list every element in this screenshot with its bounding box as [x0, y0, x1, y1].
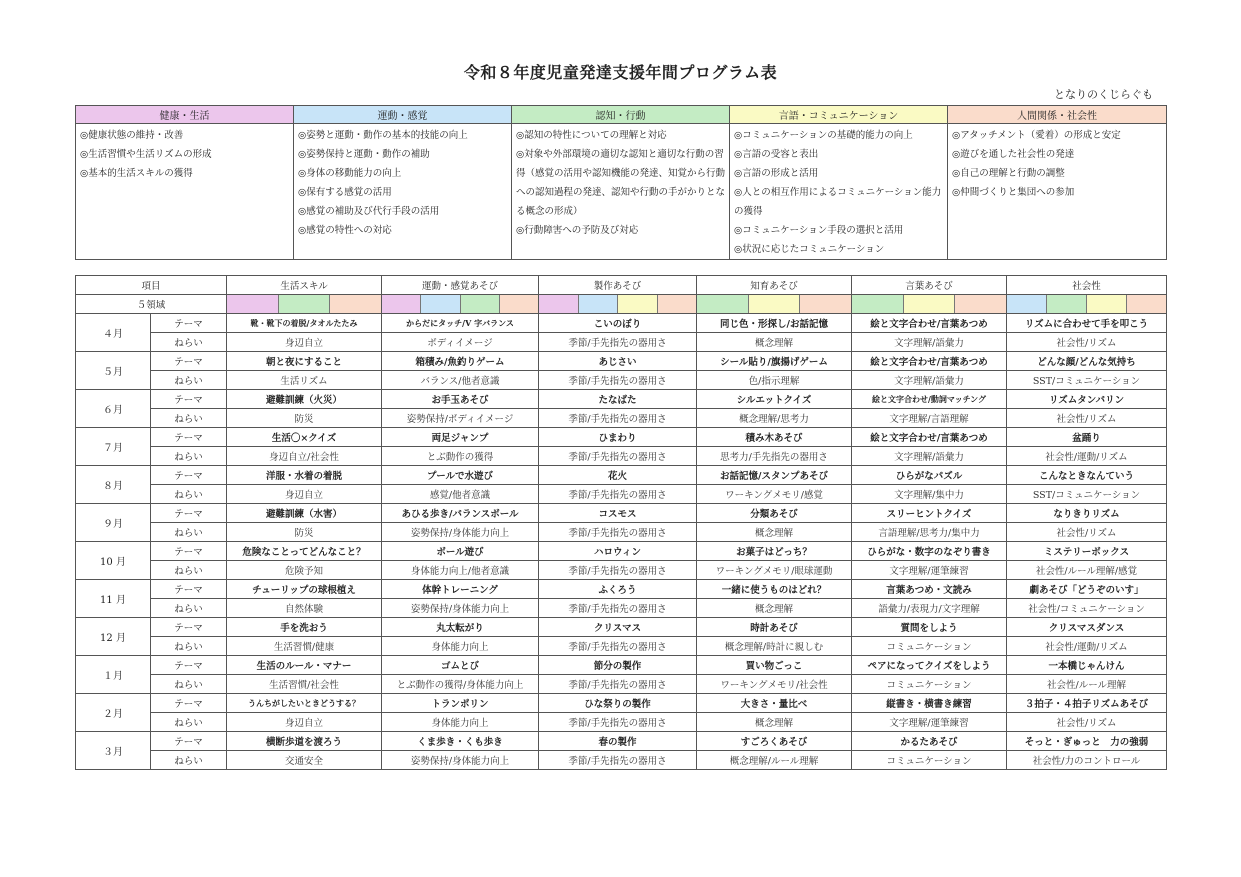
theme-label: テーマ — [151, 580, 227, 599]
aim-row — [76, 409, 1167, 428]
aim-label: ねらい — [151, 751, 227, 770]
theme-cell: どんな顔/どんな気持ち — [1007, 352, 1167, 371]
domain-color-swatch — [279, 295, 331, 313]
theme-cell: ひらがなパズル — [852, 466, 1007, 485]
aim-cell: 色/指示理解 — [697, 371, 852, 390]
category-header: 知育あそび — [697, 276, 852, 295]
area-item: ◎感覚の補助及び代行手段の活用 — [298, 206, 440, 217]
domain-color-strip — [697, 295, 851, 313]
area-item: ◎人との相互作用によるコミュニケーション能力の獲得 — [734, 187, 942, 217]
domain-strip-cell — [1007, 295, 1167, 314]
aim-cell: 社会性/リズム — [1007, 523, 1167, 542]
category-header: 言葉あそび — [852, 276, 1007, 295]
domain-label: ５領域 — [76, 295, 227, 314]
program-table — [75, 275, 1167, 770]
aim-cell: 季節/手先指先の器用さ — [539, 561, 697, 580]
theme-cell: スリーヒントクイズ — [852, 504, 1007, 523]
aim-label: ねらい — [151, 713, 227, 732]
domain-color-strip — [382, 295, 538, 313]
aim-cell: 身辺自立 — [227, 333, 382, 352]
page-title: 令和８年度児童発達支援年間プログラム表 — [463, 63, 778, 82]
item-label: 項目 — [76, 276, 227, 295]
theme-cell: ボール遊び — [382, 542, 539, 561]
area-header-motor: 運動・感覚 — [294, 106, 512, 124]
area-item: ◎仲間づくりと集団への参加 — [952, 187, 1075, 198]
aim-row — [76, 675, 1167, 694]
aim-cell: ワーキングメモリ/眼球運動 — [697, 561, 852, 580]
domain-color-swatch — [421, 295, 460, 313]
aim-cell: 概念理解 — [697, 599, 852, 618]
theme-cell: 絵と文字合わせ/言葉あつめ — [852, 314, 1007, 333]
aim-cell: 姿勢保持/ボディイメージ — [382, 409, 539, 428]
theme-cell: 危険なことってどんなこと？ — [227, 542, 382, 561]
aim-label: ねらい — [151, 561, 227, 580]
aim-cell: 身体能力向上/他者意識 — [382, 561, 539, 580]
aim-cell: 生活習慣/健康 — [227, 637, 382, 656]
month-label: 10 月 — [76, 542, 151, 580]
theme-cell: お話記憶/スタンプあそび — [697, 466, 852, 485]
aim-cell: 概念理解 — [697, 523, 852, 542]
aim-cell: 思考力/手先指先の器用さ — [697, 447, 852, 466]
aim-cell: とぶ動作の獲得 — [382, 447, 539, 466]
area-item: ◎感覚の特性への対応 — [298, 225, 392, 236]
aim-cell: 概念理解/時計に親しむ — [697, 637, 852, 656]
aim-cell: 言語理解/思考力/集中力 — [852, 523, 1007, 542]
aim-cell: 文字理解/集中力 — [852, 485, 1007, 504]
organization-name: となりのくじらぐも — [1054, 88, 1153, 101]
aim-cell: コミュニケーション — [852, 751, 1007, 770]
aim-row — [76, 599, 1167, 618]
aim-cell: 姿勢保持/身体能力向上 — [382, 599, 539, 618]
theme-row — [76, 428, 1167, 447]
theme-cell: 洋服・水着の着脱 — [227, 466, 382, 485]
area-items-health — [76, 124, 294, 260]
theme-cell: 絵と文字合わせ/動詞マッチング — [852, 390, 1007, 409]
aim-row — [76, 713, 1167, 732]
aim-cell: 防災 — [227, 409, 382, 428]
month-label: ４月 — [76, 314, 151, 352]
aim-cell: 社会性/リズム — [1007, 333, 1167, 352]
area-item: ◎生活習慣や生活リズムの形成 — [80, 149, 212, 160]
theme-cell: なりきりリズム — [1007, 504, 1167, 523]
month-label: ９月 — [76, 504, 151, 542]
domain-color-swatch — [1127, 295, 1166, 313]
theme-cell: 両足ジャンプ — [382, 428, 539, 447]
month-label: ５月 — [76, 352, 151, 390]
theme-cell: 分類あそび — [697, 504, 852, 523]
aim-label: ねらい — [151, 371, 227, 390]
domain-strip-cell — [697, 295, 852, 314]
theme-row — [76, 390, 1167, 409]
theme-cell: ハロウィン — [539, 542, 697, 561]
aim-cell: とぶ動作の獲得/身体能力向上 — [382, 675, 539, 694]
theme-cell: 丸太転がり — [382, 618, 539, 637]
domain-color-swatch — [579, 295, 619, 313]
domain-color-swatch — [227, 295, 279, 313]
aim-cell: 社会性/力のコントロール — [1007, 751, 1167, 770]
theme-label: テーマ — [151, 390, 227, 409]
theme-cell: かるたあそび — [852, 732, 1007, 751]
month-label: ３月 — [76, 732, 151, 770]
aim-cell: 社会性/ルール理解 — [1007, 675, 1167, 694]
theme-cell: 絵と文字合わせ/言葉あつめ — [852, 428, 1007, 447]
theme-label: テーマ — [151, 732, 227, 751]
area-item: ◎姿勢と運動・動作の基本的技能の向上 — [298, 130, 468, 141]
area-item: ◎認知の特性についての理解と対応 — [516, 130, 667, 141]
aim-cell: 文字理解/運筆練習 — [852, 561, 1007, 580]
theme-cell: チューリップの球根植え — [227, 580, 382, 599]
aim-cell: 季節/手先指先の器用さ — [539, 447, 697, 466]
aim-label: ねらい — [151, 523, 227, 542]
aim-cell: 文字理解/言語理解 — [852, 409, 1007, 428]
area-item: ◎状況に応じたコミュニケーション — [734, 244, 885, 255]
theme-cell: 絵と文字合わせ/言葉あつめ — [852, 352, 1007, 371]
aim-label: ねらい — [151, 409, 227, 428]
theme-cell: 大きさ・量比べ — [697, 694, 852, 713]
theme-cell: 積み木あそび — [697, 428, 852, 447]
aim-cell: 季節/手先指先の器用さ — [539, 751, 697, 770]
theme-cell: 盆踊り — [1007, 428, 1167, 447]
theme-cell: 一本橋じゃんけん — [1007, 656, 1167, 675]
month-label: ２月 — [76, 694, 151, 732]
area-item: ◎保有する感覚の活用 — [298, 187, 392, 198]
area-item: ◎コミュニケーション手段の選択と活用 — [734, 225, 904, 236]
theme-cell: 質問をしよう — [852, 618, 1007, 637]
theme-cell: お手玉あそび — [382, 390, 539, 409]
aim-label: ねらい — [151, 485, 227, 504]
theme-row — [76, 542, 1167, 561]
aim-cell: 身辺自立 — [227, 713, 382, 732]
domain-color-swatch — [852, 295, 904, 313]
area-items-cognition — [512, 124, 730, 260]
domain-color-swatch — [800, 295, 851, 313]
theme-cell: ゴムとび — [382, 656, 539, 675]
domain-color-swatch — [658, 295, 697, 313]
aim-row — [76, 485, 1167, 504]
theme-cell: あひる歩き/バランスボール — [382, 504, 539, 523]
aim-row — [76, 371, 1167, 390]
aim-cell: 季節/手先指先の器用さ — [539, 409, 697, 428]
area-item: ◎健康状態の維持・改善 — [80, 130, 184, 141]
aim-cell: 季節/手先指先の器用さ — [539, 713, 697, 732]
domain-color-swatch — [500, 295, 538, 313]
theme-label: テーマ — [151, 352, 227, 371]
theme-cell: うんちがしたいときどうする？ — [227, 694, 382, 713]
aim-row — [76, 447, 1167, 466]
theme-row — [76, 694, 1167, 713]
theme-cell: 時計あそび — [697, 618, 852, 637]
theme-row — [76, 732, 1167, 751]
domain-color-swatch — [749, 295, 801, 313]
aim-cell: 季節/手先指先の器用さ — [539, 333, 697, 352]
theme-cell: 朝と夜にすること — [227, 352, 382, 371]
area-items-language — [730, 124, 948, 260]
theme-cell: 劇あそび「どうぞのいす」 — [1007, 580, 1167, 599]
domain-strip-row — [76, 295, 1167, 314]
areas-body-row — [76, 124, 1167, 260]
theme-cell: あじさい — [539, 352, 697, 371]
domain-color-swatch — [904, 295, 956, 313]
five-areas-table — [75, 105, 1167, 260]
aim-cell: 社会性/リズム — [1007, 713, 1167, 732]
theme-cell: 体幹トレーニング — [382, 580, 539, 599]
area-item: ◎言語の形成と活用 — [734, 168, 819, 179]
theme-row — [76, 656, 1167, 675]
aim-cell: 季節/手先指先の器用さ — [539, 599, 697, 618]
areas-header-row — [76, 106, 1167, 124]
aim-cell: 姿勢保持/身体能力向上 — [382, 523, 539, 542]
category-header: 生活スキル — [227, 276, 382, 295]
domain-color-swatch — [1047, 295, 1087, 313]
theme-row — [76, 504, 1167, 523]
area-item: ◎基本的生活スキルの獲得 — [80, 168, 193, 179]
theme-cell: ３拍子・４拍子リズムあそび — [1007, 694, 1167, 713]
aim-cell: 季節/手先指先の器用さ — [539, 675, 697, 694]
aim-label: ねらい — [151, 599, 227, 618]
aim-label: ねらい — [151, 447, 227, 466]
aim-cell: 季節/手先指先の器用さ — [539, 371, 697, 390]
theme-cell: すごろくあそび — [697, 732, 852, 751]
aim-cell: コミュニケーション — [852, 637, 1007, 656]
aim-cell: 社会性/コミュニケーション — [1007, 599, 1167, 618]
month-label: ６月 — [76, 390, 151, 428]
aim-cell: 社会性/運動/リズム — [1007, 447, 1167, 466]
domain-color-swatch — [955, 295, 1006, 313]
theme-label: テーマ — [151, 618, 227, 637]
domain-color-swatch — [539, 295, 579, 313]
theme-cell: クリスマスダンス — [1007, 618, 1167, 637]
aim-cell: 姿勢保持/身体能力向上 — [382, 751, 539, 770]
domain-color-swatch — [461, 295, 500, 313]
aim-row — [76, 523, 1167, 542]
aim-cell: 危険予知 — [227, 561, 382, 580]
category-header: 社会性 — [1007, 276, 1167, 295]
area-item: ◎自己の理解と行動の調整 — [952, 168, 1065, 179]
area-item: ◎姿勢保持と運動・動作の補助 — [298, 149, 430, 160]
theme-label: テーマ — [151, 466, 227, 485]
aim-cell: 身体能力向上 — [382, 637, 539, 656]
theme-cell: 手を洗おう — [227, 618, 382, 637]
aim-cell: 季節/手先指先の器用さ — [539, 485, 697, 504]
month-label: 12 月 — [76, 618, 151, 656]
aim-cell: 交通安全 — [227, 751, 382, 770]
aim-cell: 季節/手先指先の器用さ — [539, 523, 697, 542]
aim-cell: 概念理解 — [697, 713, 852, 732]
aim-cell: 身辺自立/社会性 — [227, 447, 382, 466]
theme-cell: ひまわり — [539, 428, 697, 447]
aim-cell: 社会性/ルール理解/感覚 — [1007, 561, 1167, 580]
theme-cell: くま歩き・くも歩き — [382, 732, 539, 751]
theme-label: テーマ — [151, 542, 227, 561]
theme-cell: 生活〇×クイズ — [227, 428, 382, 447]
theme-cell: 避難訓練（火災） — [227, 390, 382, 409]
aim-cell: 文字理解/語彙力 — [852, 371, 1007, 390]
theme-cell: たなばた — [539, 390, 697, 409]
area-item: ◎言語の受容と表出 — [734, 149, 819, 160]
area-item: ◎アタッチメント（愛着）の形成と安定 — [952, 130, 1121, 141]
domain-strip-cell — [852, 295, 1007, 314]
aim-label: ねらい — [151, 333, 227, 352]
domain-color-swatch — [330, 295, 381, 313]
theme-cell: そっと・ぎゅっと 力の強弱 — [1007, 732, 1167, 751]
theme-cell: 生活のルール・マナー — [227, 656, 382, 675]
area-header-language: 言語・コミュニケーション — [730, 106, 948, 124]
theme-cell: お菓子はどっち？ — [697, 542, 852, 561]
theme-cell: 言葉あつめ・文読み — [852, 580, 1007, 599]
aim-cell: 文字理解/語彙力 — [852, 447, 1007, 466]
theme-label: テーマ — [151, 428, 227, 447]
theme-row — [76, 618, 1167, 637]
aim-cell: 季節/手先指先の器用さ — [539, 637, 697, 656]
domain-strip-cell — [539, 295, 697, 314]
month-label: ７月 — [76, 428, 151, 466]
theme-cell: 箱積み/魚釣りゲーム — [382, 352, 539, 371]
theme-cell: 靴・靴下の着脱/タオルたたみ — [227, 314, 382, 333]
theme-cell: ミステリーボックス — [1007, 542, 1167, 561]
program-header-row — [76, 276, 1167, 295]
domain-color-strip — [227, 295, 381, 313]
month-label: 11 月 — [76, 580, 151, 618]
aim-row — [76, 333, 1167, 352]
theme-cell: 春の製作 — [539, 732, 697, 751]
aim-cell: 文字理解/運筆練習 — [852, 713, 1007, 732]
theme-cell: ひな祭りの製作 — [539, 694, 697, 713]
theme-cell: クリスマス — [539, 618, 697, 637]
aim-cell: バランス/他者意識 — [382, 371, 539, 390]
aim-row — [76, 561, 1167, 580]
area-header-social: 人間関係・社会性 — [948, 106, 1167, 124]
aim-cell: 概念理解/ルール理解 — [697, 751, 852, 770]
category-header: 製作あそび — [539, 276, 697, 295]
domain-strip-cell — [382, 295, 539, 314]
theme-cell: リズムに合わせて手を叩こう — [1007, 314, 1167, 333]
area-item: ◎コミュニケーションの基礎的能力の向上 — [734, 130, 913, 141]
area-item: ◎遊びを通した社会性の発達 — [952, 149, 1075, 160]
aim-cell: ワーキングメモリ/感覚 — [697, 485, 852, 504]
area-items-social — [948, 124, 1167, 260]
domain-color-swatch — [1007, 295, 1047, 313]
aim-cell: SST/コミュニケーション — [1007, 485, 1167, 504]
aim-cell: コミュニケーション — [852, 675, 1007, 694]
domain-color-strip — [1007, 295, 1166, 313]
domain-color-swatch — [618, 295, 658, 313]
domain-color-strip — [852, 295, 1006, 313]
aim-cell: 生活習慣/社会性 — [227, 675, 382, 694]
aim-cell: ワーキングメモリ/社会性 — [697, 675, 852, 694]
aim-label: ねらい — [151, 675, 227, 694]
theme-cell: ふくろう — [539, 580, 697, 599]
area-item: ◎身体の移動能力の向上 — [298, 168, 402, 179]
theme-cell: 避難訓練（水害） — [227, 504, 382, 523]
domain-color-swatch — [697, 295, 749, 313]
theme-cell: 縦書き・横書き練習 — [852, 694, 1007, 713]
aim-cell: 身辺自立 — [227, 485, 382, 504]
theme-cell: からだにタッチ/V 字バランス — [382, 314, 539, 333]
area-header-health: 健康・生活 — [76, 106, 294, 124]
area-item: ◎行動障害への予防及び対応 — [516, 225, 639, 236]
area-items-motor — [294, 124, 512, 260]
theme-cell: こんなときなんていう — [1007, 466, 1167, 485]
theme-label: テーマ — [151, 504, 227, 523]
theme-cell: 同じ色・形探し/お話記憶 — [697, 314, 852, 333]
aim-cell: 生活リズム — [227, 371, 382, 390]
domain-color-swatch — [382, 295, 421, 313]
theme-label: テーマ — [151, 656, 227, 675]
theme-cell: コスモス — [539, 504, 697, 523]
aim-cell: 身体能力向上 — [382, 713, 539, 732]
aim-cell: 社会性/運動/リズム — [1007, 637, 1167, 656]
domain-color-strip — [539, 295, 696, 313]
aim-cell: ボディイメージ — [382, 333, 539, 352]
theme-cell: プールで水遊び — [382, 466, 539, 485]
theme-cell: こいのぼり — [539, 314, 697, 333]
theme-cell: 横断歩道を渡ろう — [227, 732, 382, 751]
theme-label: テーマ — [151, 694, 227, 713]
theme-cell: シルエットクイズ — [697, 390, 852, 409]
theme-cell: 節分の製作 — [539, 656, 697, 675]
area-header-cognition: 認知・行動 — [512, 106, 730, 124]
domain-strip-cell — [227, 295, 382, 314]
month-label: １月 — [76, 656, 151, 694]
theme-cell: 一緒に使うものはどれ？ — [697, 580, 852, 599]
aim-cell: SST/コミュニケーション — [1007, 371, 1167, 390]
theme-cell: 花火 — [539, 466, 697, 485]
theme-cell: ペアになってクイズをしよう — [852, 656, 1007, 675]
aim-cell: 感覚/他者意識 — [382, 485, 539, 504]
aim-cell: 防災 — [227, 523, 382, 542]
theme-label: テーマ — [151, 314, 227, 333]
domain-color-swatch — [1087, 295, 1127, 313]
aim-row — [76, 751, 1167, 770]
theme-row — [76, 314, 1167, 333]
aim-cell: 概念理解/思考力 — [697, 409, 852, 428]
aim-cell: 概念理解 — [697, 333, 852, 352]
theme-cell: ひらがな・数字のなぞり書き — [852, 542, 1007, 561]
theme-cell: シール貼り/旗揚げゲーム — [697, 352, 852, 371]
aim-cell: 自然体験 — [227, 599, 382, 618]
aim-label: ねらい — [151, 637, 227, 656]
theme-cell: 買い物ごっこ — [697, 656, 852, 675]
area-item: ◎対象や外部環境の適切な認知と適切な行動の習得（感覚の活用や認知機能の発達、知覚から行動への認知過程の発達、認知や行動の手がかりとなる概念の形成） — [516, 149, 726, 217]
theme-row — [76, 580, 1167, 599]
category-header: 運動・感覚あそび — [382, 276, 539, 295]
aim-cell: 社会性/リズム — [1007, 409, 1167, 428]
theme-cell: トランポリン — [382, 694, 539, 713]
theme-row — [76, 352, 1167, 371]
aim-row — [76, 637, 1167, 656]
month-label: ８月 — [76, 466, 151, 504]
aim-cell: 文字理解/語彙力 — [852, 333, 1007, 352]
theme-cell: リズムタンバリン — [1007, 390, 1167, 409]
theme-row — [76, 466, 1167, 485]
aim-cell: 語彙力/表現力/文字理解 — [852, 599, 1007, 618]
